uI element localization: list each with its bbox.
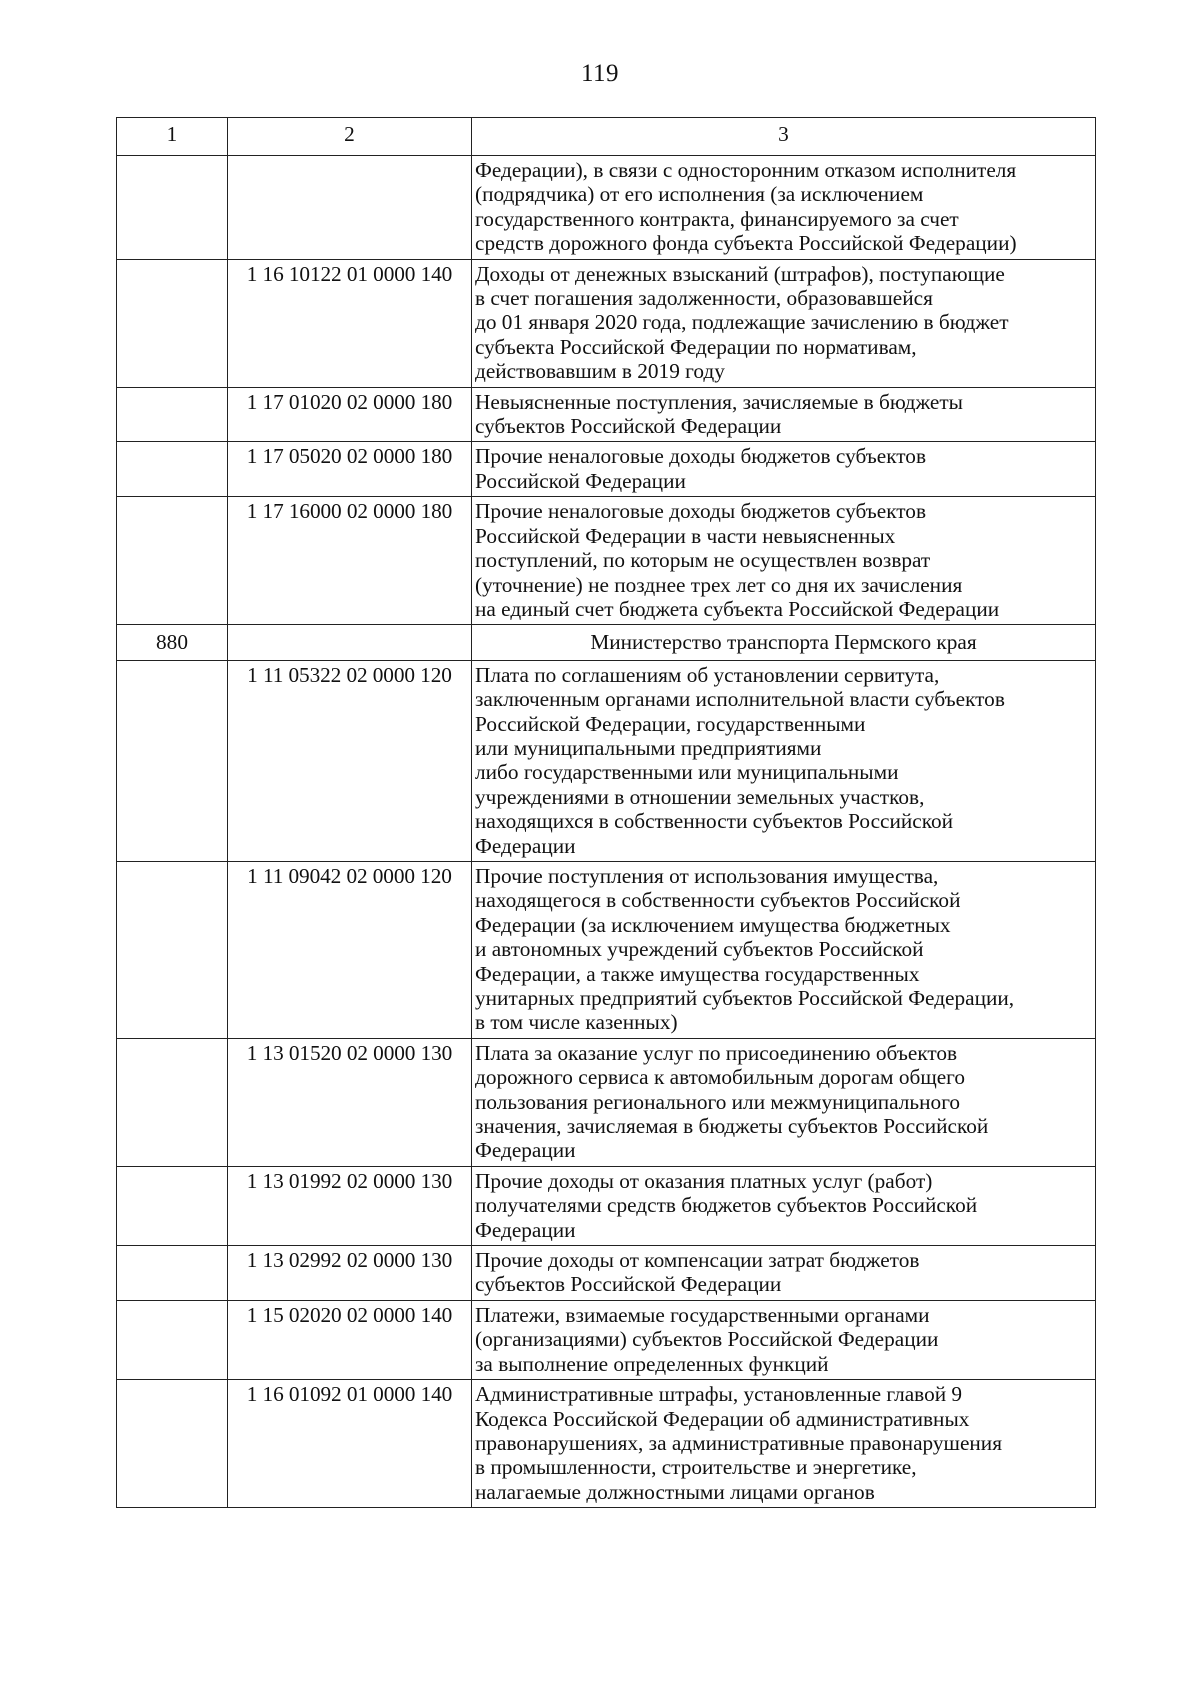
admin-code-cell bbox=[117, 1246, 228, 1301]
description-line: Федерации (за исключением имущества бюджетных bbox=[475, 912, 951, 937]
description-line: Прочие доходы от оказания платных услуг (работ) bbox=[475, 1168, 933, 1193]
section-budget-code bbox=[228, 625, 472, 660]
description-line: находящихся в собственности субъектов Российской bbox=[475, 809, 954, 834]
admin-code-cell bbox=[117, 861, 228, 1038]
description-cell bbox=[472, 156, 1096, 260]
budget-code-cell: 1 11 05322 02 0000 120 bbox=[228, 660, 472, 861]
table-row bbox=[117, 156, 1096, 260]
budget-code-cell: 1 13 01520 02 0000 130 bbox=[228, 1038, 472, 1166]
table-row bbox=[117, 1038, 1096, 1166]
description-line: Российской Федерации bbox=[475, 468, 686, 493]
section-heading-row bbox=[117, 625, 1096, 660]
description-cell bbox=[472, 442, 1096, 497]
description-line: (уточнение) не позднее трех лет со дня их зачисления bbox=[475, 572, 963, 597]
admin-code-cell bbox=[117, 259, 228, 387]
description-line: Платежи, взимаемые государственными органами bbox=[475, 1302, 930, 1327]
budget-code-cell: 1 16 10122 01 0000 140 bbox=[228, 259, 472, 387]
budget-code-cell: 1 11 09042 02 0000 120 bbox=[228, 861, 472, 1038]
description-line: дорожного сервиса к автомобильным дорогам общего bbox=[475, 1065, 966, 1090]
table-row bbox=[117, 1166, 1096, 1245]
description-cell bbox=[472, 1300, 1096, 1379]
revenue-codes-table bbox=[116, 117, 1096, 1508]
description-cell bbox=[472, 259, 1096, 387]
budget-code-cell: 1 17 01020 02 0000 180 bbox=[228, 387, 472, 442]
table-row bbox=[117, 1300, 1096, 1379]
description-line: значения, зачисляемая в бюджеты субъектов Российской bbox=[475, 1114, 989, 1139]
description-cell bbox=[472, 1380, 1096, 1508]
description-line: (подрядчика) от его исполнения (за исключением bbox=[475, 182, 924, 207]
description-line: действовавшим в 2019 году bbox=[475, 359, 725, 384]
admin-code-cell bbox=[117, 1380, 228, 1508]
table-row bbox=[117, 259, 1096, 387]
description-line: Федерации, а также имущества государственных bbox=[475, 961, 920, 986]
description-line: учреждениями в отношении земельных участков, bbox=[475, 784, 925, 809]
description-line: заключенным органами исполнительной власти субъектов bbox=[475, 687, 1005, 712]
section-title: Министерство транспорта Пермского края bbox=[472, 625, 1096, 660]
admin-code-cell bbox=[117, 497, 228, 625]
description-cell bbox=[472, 1246, 1096, 1301]
description-cell bbox=[472, 497, 1096, 625]
table-row bbox=[117, 660, 1096, 861]
description-line: в счет погашения задолженности, образовавшейся bbox=[475, 286, 933, 311]
description-line: субъектов Российской Федерации bbox=[475, 414, 782, 439]
description-line: государственного контракта, финансируемого за счет bbox=[475, 206, 959, 231]
description-line: находящегося в собственности субъектов Российской bbox=[475, 888, 961, 913]
table-row bbox=[117, 387, 1096, 442]
table-row bbox=[117, 497, 1096, 625]
description-line: субъектов Российской Федерации bbox=[475, 1272, 782, 1297]
budget-code-cell: 1 17 16000 02 0000 180 bbox=[228, 497, 472, 625]
table-row bbox=[117, 1380, 1096, 1508]
description-line: правонарушениях, за административные правонарушения bbox=[475, 1430, 1002, 1455]
table-header-row bbox=[117, 118, 1096, 156]
budget-code-cell: 1 13 02992 02 0000 130 bbox=[228, 1246, 472, 1301]
description-line: Российской Федерации в части невыясненных bbox=[475, 523, 896, 548]
description-line: Прочие доходы от компенсации затрат бюджетов bbox=[475, 1248, 920, 1273]
description-line: или муниципальными предприятиями bbox=[475, 735, 822, 760]
admin-code-cell bbox=[117, 1038, 228, 1166]
description-line: либо государственными или муниципальными bbox=[475, 760, 899, 785]
description-cell bbox=[472, 861, 1096, 1038]
section-admin-code: 880 bbox=[117, 625, 228, 660]
description-line: Прочие неналоговые доходы бюджетов субъектов bbox=[475, 499, 927, 524]
description-line: Плата за оказание услуг по присоединению объектов bbox=[475, 1040, 958, 1065]
description-line: за выполнение определенных функций bbox=[475, 1351, 829, 1376]
description-cell bbox=[472, 1166, 1096, 1245]
description-line: унитарных предприятий субъектов Российской Федерации, bbox=[475, 986, 1015, 1010]
admin-code-cell bbox=[117, 442, 228, 497]
description-line: (организациями) субъектов Российской Федерации bbox=[475, 1327, 939, 1352]
table-row bbox=[117, 861, 1096, 1038]
table-row bbox=[117, 442, 1096, 497]
description-line: Административные штрафы, установленные главой 9 bbox=[475, 1382, 963, 1407]
description-cell bbox=[472, 1038, 1096, 1166]
admin-code-cell bbox=[117, 156, 228, 260]
description-line: Федерации bbox=[475, 1217, 576, 1242]
budget-code-cell: 1 16 01092 01 0000 140 bbox=[228, 1380, 472, 1508]
admin-code-cell bbox=[117, 387, 228, 442]
description-cell bbox=[472, 387, 1096, 442]
admin-code-cell bbox=[117, 1166, 228, 1245]
description-line: Кодекса Российской Федерации об административных bbox=[475, 1406, 970, 1431]
description-line: на единый счет бюджета субъекта Российской Федерации bbox=[475, 596, 1000, 621]
description-line: Федерации bbox=[475, 1138, 576, 1163]
budget-code-cell: 1 17 05020 02 0000 180 bbox=[228, 442, 472, 497]
description-line: субъекта Российской Федерации по нормативам, bbox=[475, 334, 917, 359]
page-number: 119 bbox=[580, 60, 620, 87]
admin-code-cell bbox=[117, 1300, 228, 1379]
description-line: Прочие поступления от использования имущества, bbox=[475, 863, 939, 888]
description-line: Федерации), в связи с односторонним отказом исполнителя bbox=[475, 158, 1017, 182]
description-line: в промышленности, строительстве и энергетике, bbox=[475, 1455, 917, 1480]
budget-code-cell: 1 13 01992 02 0000 130 bbox=[228, 1166, 472, 1245]
budget-code-cell bbox=[228, 156, 472, 260]
description-line: и автономных учреждений субъектов Российской bbox=[475, 937, 924, 962]
description-line: Плата по соглашениям об установлении сервитута, bbox=[475, 662, 940, 687]
description-line: средств дорожного фонда субъекта Российской Федерации) bbox=[475, 231, 1017, 256]
description-line: получателями средств бюджетов субъектов Российской bbox=[475, 1193, 978, 1218]
description-line: налагаемые должностными лицами органов bbox=[475, 1479, 875, 1504]
budget-code-cell: 1 15 02020 02 0000 140 bbox=[228, 1300, 472, 1379]
description-line: Невыясненные поступления, зачисляемые в бюджеты bbox=[475, 389, 963, 414]
description-cell bbox=[472, 660, 1096, 861]
description-line: в том числе казенных) bbox=[475, 1010, 678, 1035]
description-line: Российской Федерации, государственными bbox=[475, 711, 866, 736]
description-line: Прочие неналоговые доходы бюджетов субъектов bbox=[475, 444, 927, 469]
description-line: Доходы от денежных взысканий (штрафов), поступающие bbox=[475, 261, 1005, 286]
column-header-3: 3 bbox=[472, 118, 1096, 156]
description-line: поступлений, по которым не осуществлен возврат bbox=[475, 548, 931, 573]
description-line: до 01 января 2020 года, подлежащие зачислению в бюджет bbox=[475, 310, 1009, 335]
admin-code-cell bbox=[117, 660, 228, 861]
table-row bbox=[117, 1246, 1096, 1301]
column-header-2: 2 bbox=[228, 118, 472, 156]
column-header-1: 1 bbox=[117, 118, 228, 156]
description-line: Федерации bbox=[475, 833, 576, 858]
description-line: пользования регионального или межмуниципального bbox=[475, 1089, 961, 1114]
